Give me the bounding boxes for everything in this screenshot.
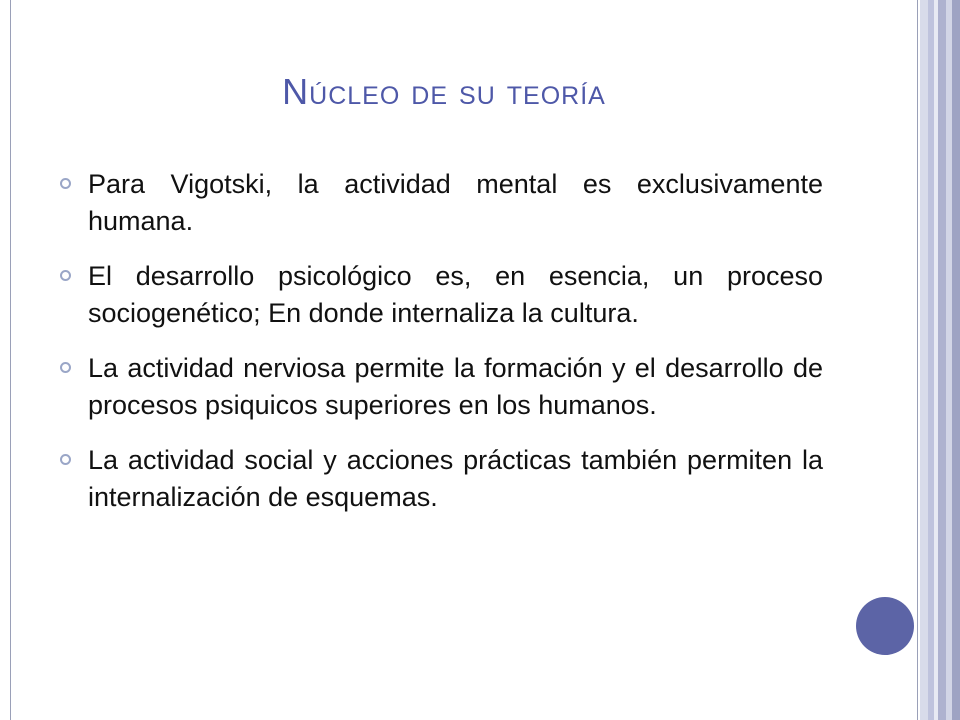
circle-bullet-icon — [60, 178, 71, 189]
bullet-item — [58, 442, 823, 516]
bullet-list — [58, 166, 823, 534]
bullet-item — [58, 350, 823, 424]
circle-bullet-icon — [60, 270, 71, 281]
decorative-circle — [856, 597, 914, 655]
bullet-text: El desarrollo psicológico es, en esencia, un proceso sociogenético; En donde internaliza la cultura. — [88, 261, 823, 328]
bullet-text: Para Vigotski, la actividad mental es exclusivamente humana. — [88, 169, 823, 236]
bullet-item — [58, 166, 823, 240]
slide-title: Núcleo de su teoría — [282, 71, 606, 112]
circle-bullet-icon — [60, 362, 71, 373]
bullet-item — [58, 258, 823, 332]
bullet-text: La actividad nerviosa permite la formación y el desarrollo de procesos psiquicos superiores en los humanos. — [88, 353, 823, 420]
decorative-side-stripes — [918, 0, 960, 720]
circle-bullet-icon — [60, 454, 71, 465]
bullet-text: La actividad social y acciones prácticas también permiten la internalización de esquemas. — [88, 445, 823, 512]
